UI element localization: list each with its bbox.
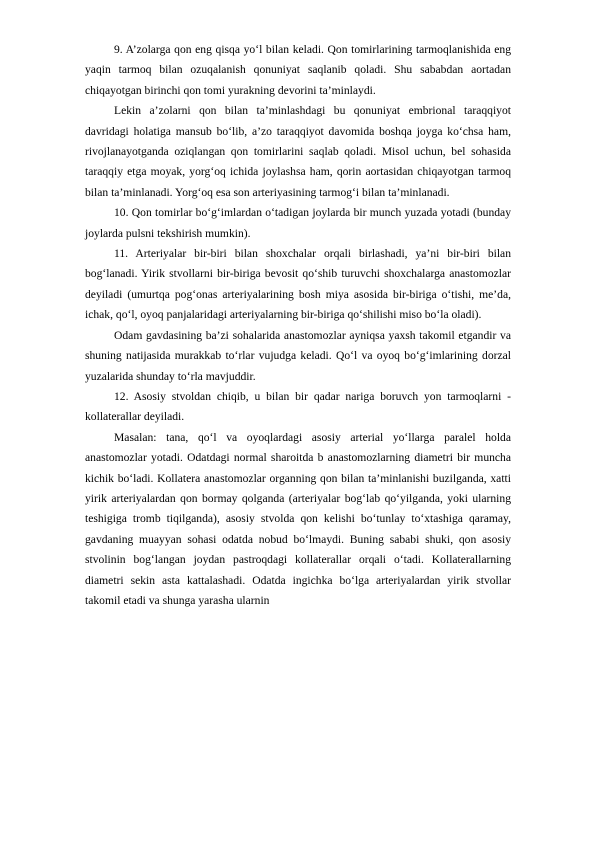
paragraph-item-11: 11. Arteriyalar bir-biri bilan shoxchalar orqali birlashadi, ya’ni bir-biri bilan bog‘lanadi. Yirik stvollarni bir-biriga bevosit qo‘shib turuvchi shoxchalarga anastomozlar deyiladi (umurtqa pog‘onas arteriyalarining bosh miya asosida bir-biriga o‘tishi, me’da, ichak, qo‘l, oyoq panjalaridagi arteriyalarning bir-biriga qo‘shilishi miso bo‘la oladi). <box>85 247 511 322</box>
document-page <box>85 40 511 611</box>
paragraph-anastomoses: Odam gavdasining ba’zi sohalarida anastomozlar ayniqsa yaxsh takomil etgandir va shuning natijasida murakkab to‘rlar vujudga keladi. Qo‘l va oyoq bo‘g‘imlarining dorzal yuzalarida shunday to‘rla mavjuddir. <box>85 328 511 383</box>
paragraph-collaterals-example: Masalan: tana, qo‘l va oyoqlardagi asosiy arterial yo‘llarga paralel holda anastomozlar yotadi. Odatdagi normal sharoitda b anastomozlarning diametri bir muncha kichik bo‘ladi. Kollatera anastomozlar organning qon bilan ta’minlanishi buzilganda, xatti yirik arteriyalardan qon bormay qolganda (arteriyalar bog‘lab qo‘yilganda, yoki ularning teshigiga tromb tiqilganda), asosiy stvolda qon kelishi bo‘tunlay to‘xtashiga qaramay, gavdaning muayyan sohasi odatda nobud bo‘lmaydi. Buning sababi shuki, qon asosiy stvolinin bog‘langan joydan pastroqdagi kollaterallar orqali o‘tadi. Kollaterallarning diametri sekin asta kattalashadi. Odatda ingichka bo‘lga arteriyalardan yirik stvollar takomil etadi va shunga yarasha ularnin <box>85 430 511 607</box>
paragraph-item-10: 10. Qon tomirlar bo‘g‘imlardan o‘tadigan joylarda bir munch yuzada yotadi (bunday joylarda pulsni tekshirish mumkin). <box>85 206 511 240</box>
paragraph-embryonic-law: Lekin a’zolarni qon bilan ta’minlashdagi bu qonuniyat embrional taraqqiyot davridagi holatiga mansub bo‘lib, a’zo taraqqiyot davomida boshqa joyga ko‘chsa ham, rivojlanayotganda oziqlangan qon tomirlarini saqlab qoladi. Misol uchun, bel sohasida taraqqiy etga moyak, yorg‘oq ichida joylashsa ham, qorin aortasidan chiqayotgan tarmoq bilan ta’minlanadi. Yorg‘oq esa son arteriyasining tarmog‘i bilan ta’minlanadi. <box>85 104 511 199</box>
paragraph-item-12: 12. Asosiy stvoldan chiqib, u bilan bir qadar nariga boruvch yon tarmoqlarni - kollaterallar deyiladi. <box>85 389 511 424</box>
paragraph-item-9: 9. A’zolarga qon eng qisqa yo‘l bilan keladi. Qon tomirlarining tarmoqlanishida eng yaqin tarmoq bilan ozuqalanish qonuniyat saqlanib qoladi. Shu sababdan aortadan chiqayotgan birinchi qon tomi yurakning devorini ta’minlaydi. <box>85 43 511 97</box>
